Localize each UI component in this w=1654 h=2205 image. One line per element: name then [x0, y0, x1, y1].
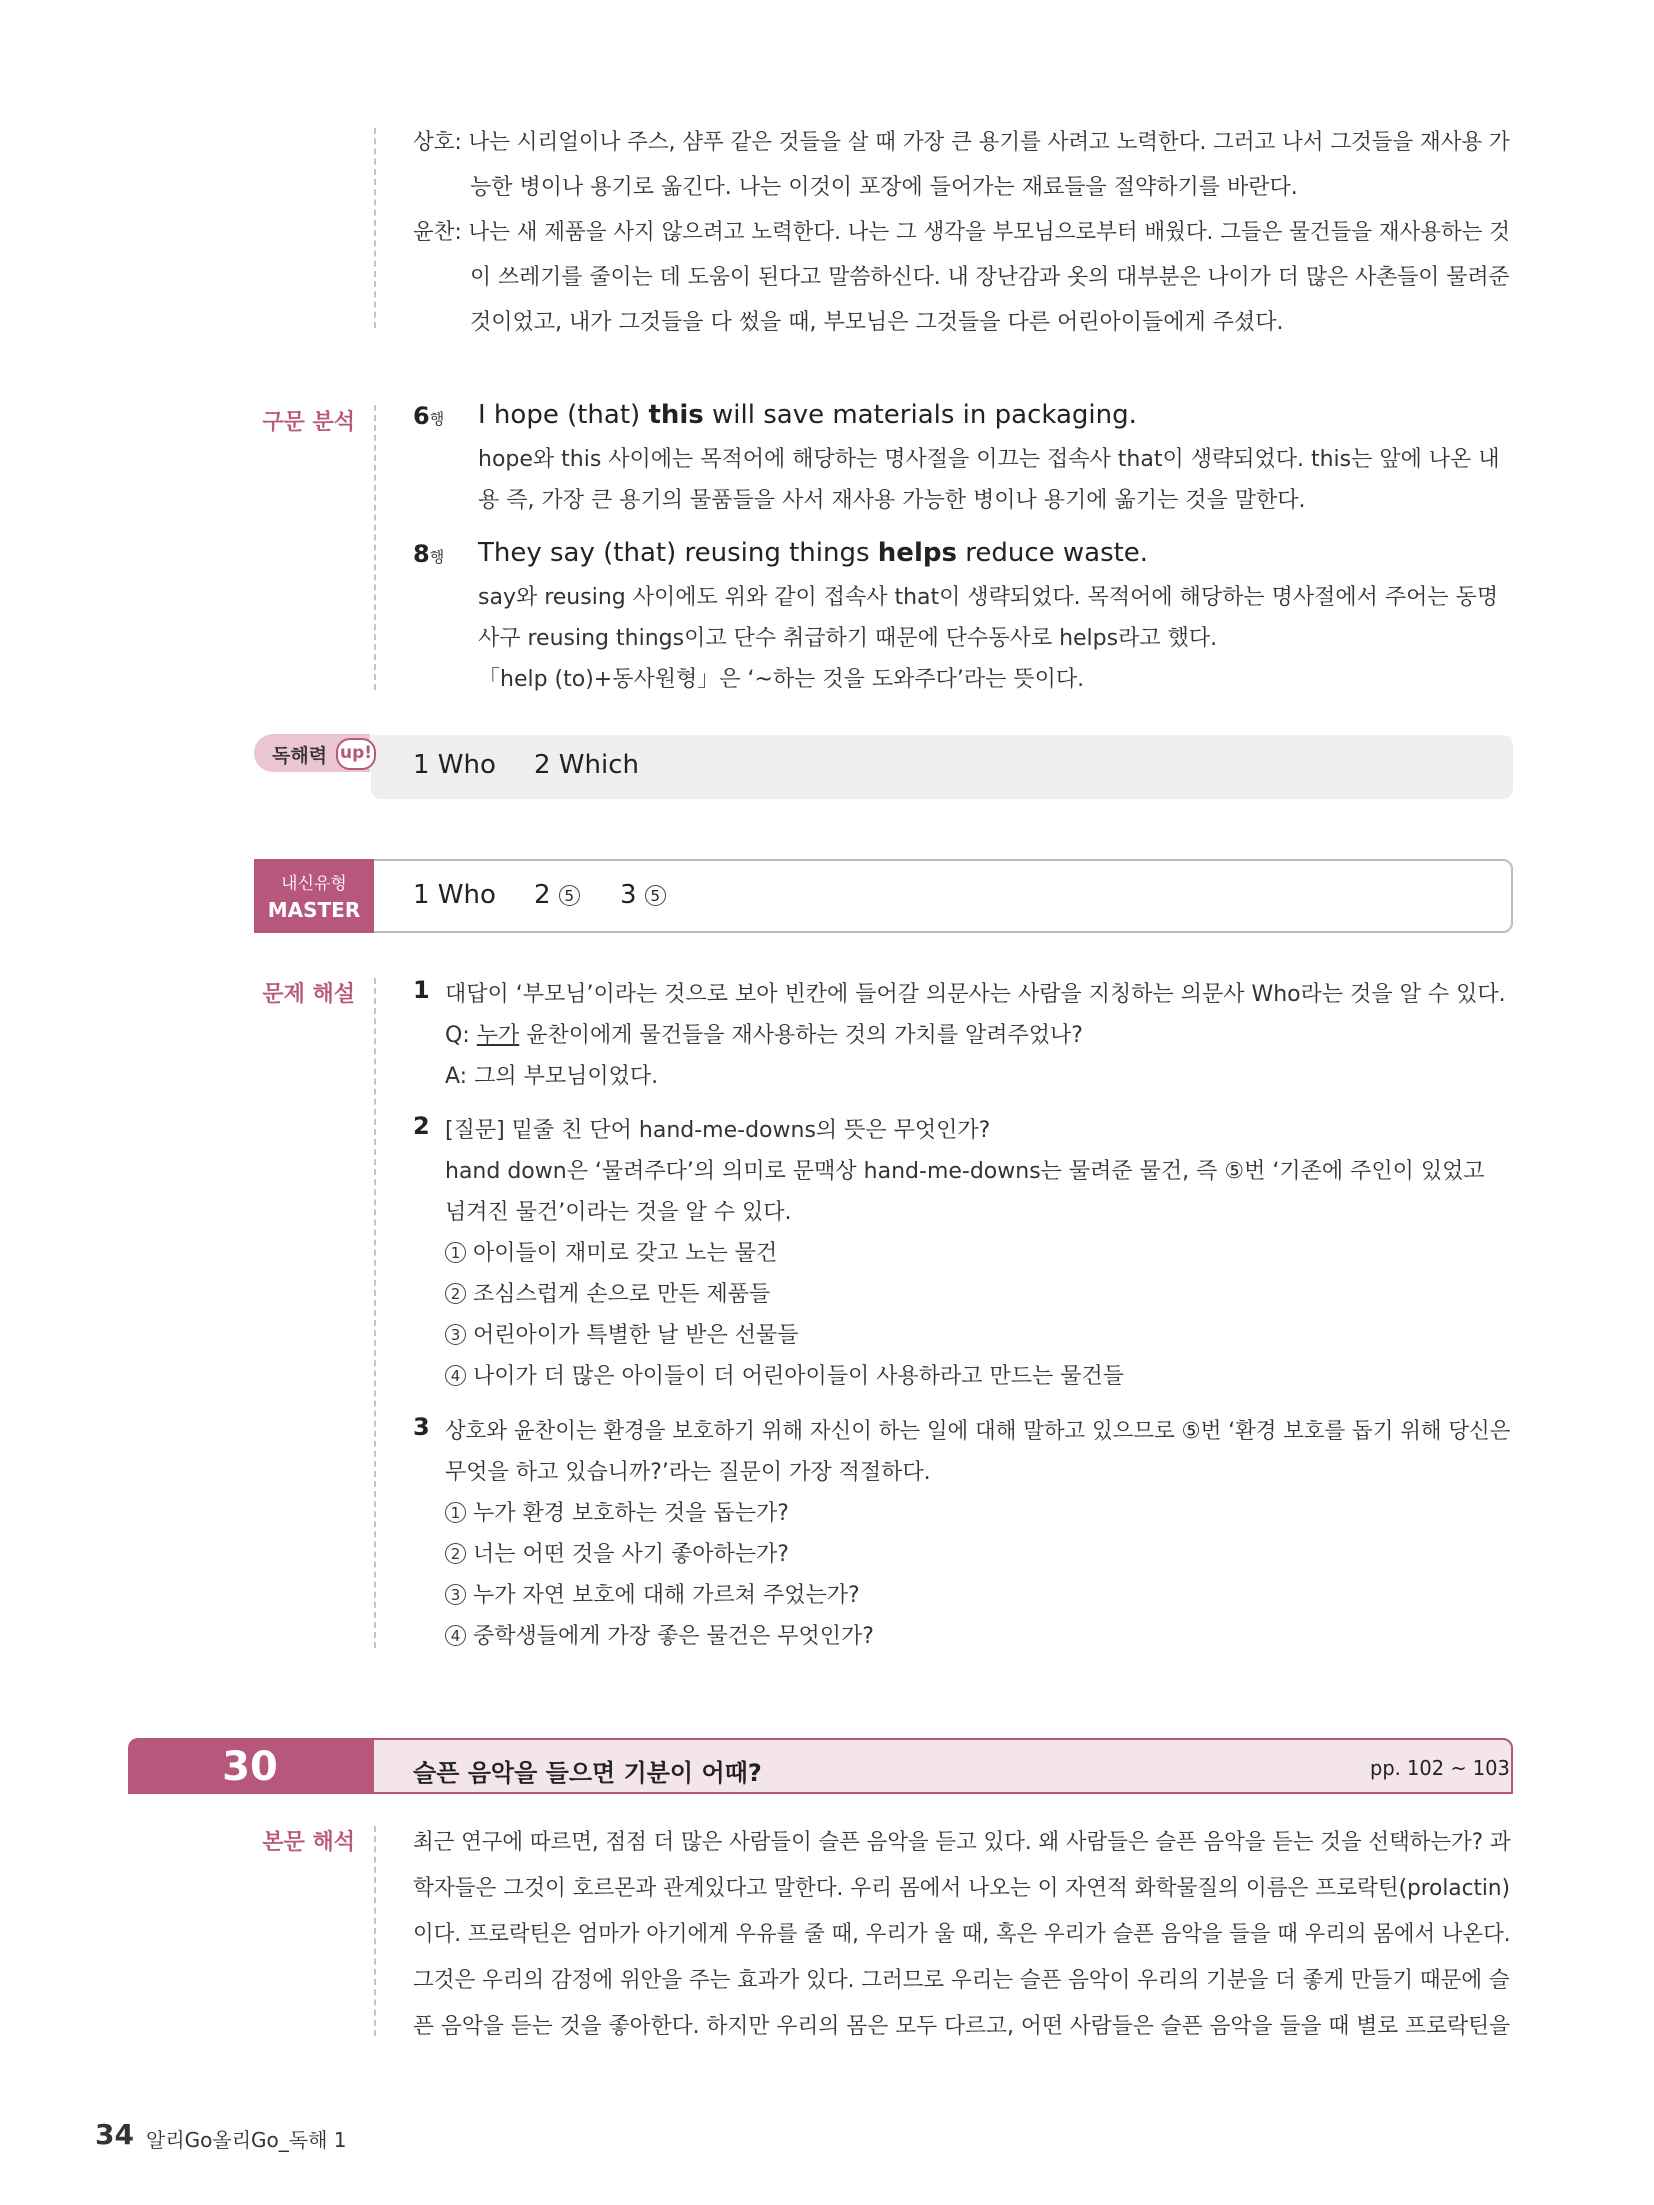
page-number: 34: [95, 2118, 134, 2151]
reading-up-answer: 1 Who: [413, 750, 496, 780]
syntax-explanation: 사구 reusing things이고 단수 취급하기 때문에 단수동사로 helps라고 했다.: [478, 626, 1218, 651]
divider-line: [374, 128, 376, 328]
translation-line: 것이었고, 내가 그것들을 다 썼을 때, 부모님은 그것들을 다른 어린아이들에게 주셨다.: [470, 310, 1284, 335]
question-number: 1: [413, 976, 430, 1004]
book-title: 알리Go올리Go_독해 1: [146, 2128, 347, 2152]
section-label-explanation: 문제 해설: [262, 982, 355, 1007]
syntax-explanation: say와 reusing 사이에도 위와 같이 접속사 that이 생략되었다. 목적어에 해당하는 명사절에서 주어는 동명: [478, 585, 1499, 610]
option-item: 4 중학생들에게 가장 좋은 물건은 무엇인가?: [445, 1619, 874, 1650]
section-label-syntax: 구문 분석: [262, 410, 355, 435]
reading-up-answer: 2 Which: [534, 750, 639, 780]
explanation-text: 상호와 윤찬이는 환경을 보호하기 위해 자신이 하는 일에 대해 말하고 있으므로 ⑤번 ‘환경 보호를 돕기 위해 당신은: [445, 1419, 1511, 1444]
question-number: 2: [413, 1112, 430, 1140]
page-range: pp. 102 ~ 103: [1370, 1756, 1510, 1780]
option-item: 3 어린아이가 특별한 날 받은 선물들: [445, 1318, 799, 1349]
master-answer-2: 2 5: [534, 880, 580, 910]
explanation-text: 대답이 ‘부모님’이라는 것으로 보아 빈칸에 들어갈 의문사는 사람을 지칭하는 의문사 Who라는 것을 알 수 있다.: [445, 982, 1506, 1007]
body-translation-line: 이다. 프로락틴은 엄마가 아기에게 우유를 줄 때, 우리가 울 때, 혹은 우리가 슬픈 음악을 들을 때 우리의 몸에서 나온다.: [413, 1922, 1511, 1947]
syntax-explanation: 용 즉, 가장 큰 용기의 물품들을 사서 재사용 가능한 병이나 용기에 옮기는 것을 말한다.: [478, 488, 1306, 513]
body-translation-line: 최근 연구에 따르면, 점점 더 많은 사람들이 슬픈 음악을 듣고 있다. 왜 사람들은 슬픈 음악을 듣는 것을 선택하는가? 과: [413, 1830, 1511, 1855]
translation-line: 상호: 나는 시리얼이나 주스, 샴푸 같은 것들을 살 때 가장 큰 용기를 사려고 노력한다. 그러고 나서 그것들을 재사용 가: [413, 130, 1510, 155]
option-item: 2 조심스럽게 손으로 만든 제품들: [445, 1277, 770, 1308]
divider-line: [374, 978, 376, 1648]
body-translation-line: 픈 음악을 듣는 것을 좋아한다. 하지만 우리의 몸은 모두 다르고, 어떤 사람들은 슬픈 음악을 들을 때 별로 프로락틴을: [413, 2014, 1511, 2039]
syntax-sentence: I hope (that) this will save materials in packaging.: [478, 400, 1137, 430]
divider-line: [374, 1826, 376, 2036]
up-badge: up!: [336, 738, 376, 770]
question-number: 3: [413, 1413, 430, 1441]
master-answer-3: 3 5: [620, 880, 666, 910]
explanation-text: 넘겨진 물건’이라는 것을 알 수 있다.: [445, 1200, 792, 1225]
explanation-text: 무엇을 하고 있습니까?’라는 질문이 가장 적절하다.: [445, 1460, 931, 1485]
line-number: 6행: [413, 402, 445, 430]
option-item: 1 누가 환경 보호하는 것을 돕는가?: [445, 1496, 789, 1527]
syntax-sentence: They say (that) reusing things helps reduce waste.: [478, 538, 1149, 568]
explanation-q: Q: 누가 윤찬이에게 물건들을 재사용하는 것의 가치를 알려주었나?: [445, 1023, 1083, 1048]
translation-line: 이 쓰레기를 줄이는 데 도움이 된다고 말씀하신다. 내 장난감과 옷의 대부분은 나이가 더 많은 사촌들이 물려준: [470, 265, 1510, 290]
section-title: 슬픈 음악을 들으면 기분이 어때?: [413, 1759, 762, 1787]
explanation-text: [질문] 밑줄 친 단어 hand-me-downs의 뜻은 무엇인가?: [445, 1118, 991, 1143]
section-number-badge: 30: [128, 1738, 372, 1794]
master-badge: 내신유형 MASTER: [254, 859, 374, 933]
option-item: 2 너는 어떤 것을 사기 좋아하는가?: [445, 1537, 789, 1568]
syntax-explanation: 「help (to)+동사원형」은 ‘~하는 것을 도와주다’라는 뜻이다.: [478, 667, 1085, 692]
divider-line: [374, 405, 376, 690]
master-answer-1: 1 Who: [413, 880, 496, 910]
option-item: 3 누가 자연 보호에 대해 가르쳐 주었는가?: [445, 1578, 860, 1609]
body-translation-line: 그것은 우리의 감정에 위안을 주는 효과가 있다. 그러므로 우리는 슬픈 음악이 우리의 기분을 더 좋게 만들기 때문에 슬: [413, 1968, 1510, 1993]
option-item: 1 아이들이 재미로 갖고 노는 물건: [445, 1236, 777, 1267]
body-translation-line: 학자들은 그것이 호르몬과 관계있다고 말한다. 우리 몸에서 나오는 이 자연적 화학물질의 이름은 프로락틴(prolactin): [413, 1876, 1511, 1901]
translation-line: 능한 병이나 용기로 옮긴다. 나는 이것이 포장에 들어가는 재료들을 절약하기를 바란다.: [470, 175, 1298, 200]
translation-line: 윤찬: 나는 새 제품을 사지 않으려고 노력한다. 나는 그 생각을 부모님으로부터 배웠다. 그들은 물건들을 재사용하는 것: [413, 220, 1511, 245]
explanation-a: A: 그의 부모님이었다.: [445, 1064, 659, 1089]
reading-up-badge: 독해력 up!: [254, 734, 370, 772]
section-label-translation: 본문 해석: [262, 1830, 355, 1855]
line-number: 8행: [413, 540, 445, 568]
option-item: 4 나이가 더 많은 아이들이 더 어린아이들이 사용하라고 만드는 물건들: [445, 1359, 1124, 1390]
syntax-explanation: hope와 this 사이에는 목적어에 해당하는 명사절을 이끄는 접속사 that이 생략되었다. this는 앞에 나온 내: [478, 447, 1500, 472]
explanation-text: hand down은 ‘물려주다’의 의미로 문맥상 hand-me-downs는 물려준 물건, 즉 ⑤번 ‘기존에 주인이 있었고: [445, 1159, 1485, 1184]
